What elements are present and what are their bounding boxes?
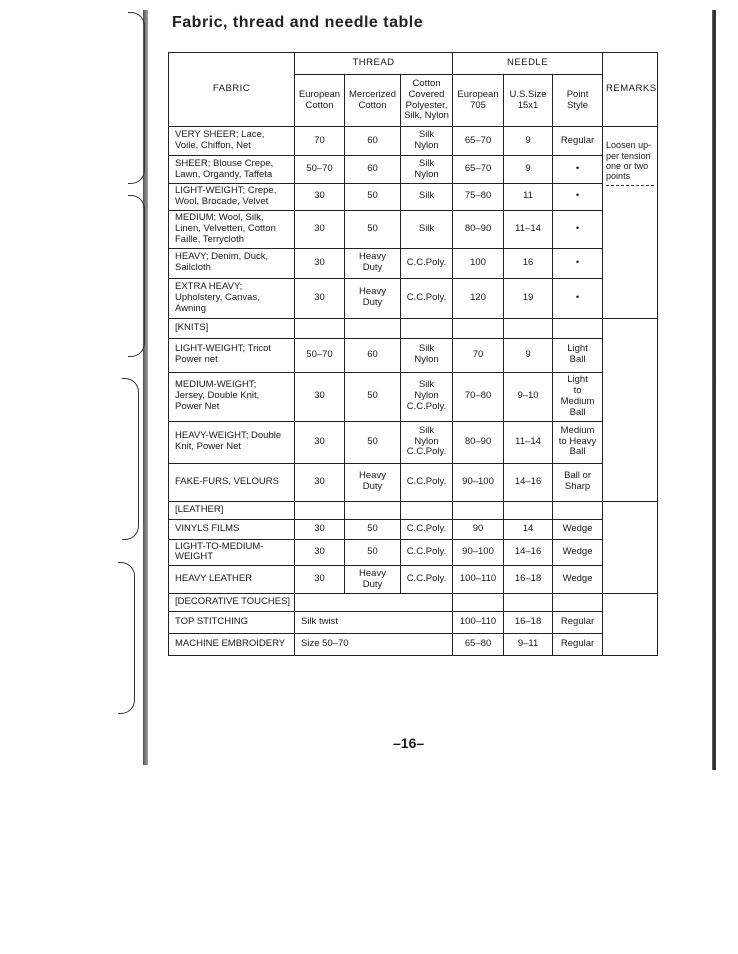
fabric-cell: SHEER; Blouse Crepe, Lawn, Organdy, Taffeta (169, 156, 295, 184)
us-size-cell: 19 (504, 278, 553, 318)
mercerized-cotton-cell: 50 (345, 421, 401, 463)
table-row (169, 278, 658, 318)
european-705-cell: 65–70 (453, 156, 504, 184)
european-cotton-cell: 30 (295, 278, 345, 318)
point-style-cell: Regular (553, 127, 603, 156)
section-row (169, 501, 658, 519)
european-cotton-cell: 30 (295, 463, 345, 501)
us-size-cell: 9 (504, 338, 553, 372)
european-705-cell: 65–70 (453, 127, 504, 156)
point-style-cell: Light to Medium Ball (553, 372, 603, 421)
covered-thread-cell: C.C.Poly. (401, 566, 453, 594)
fabric-cell: VINYLS FILMS (169, 519, 295, 539)
point-style-cell: Wedge (553, 566, 603, 594)
european-cotton-cell: 50–70 (295, 156, 345, 184)
european-705-cell: 90 (453, 519, 504, 539)
european-705-cell: 75–80 (453, 184, 504, 211)
fabric-cell: MACHINE EMBROIDERY (169, 634, 295, 656)
table-row (169, 539, 658, 566)
table-row (169, 463, 658, 501)
covered-thread-cell: Silk Nylon C.C.Poly. (401, 372, 453, 421)
section-label-leather: [LEATHER] (169, 501, 295, 519)
european-705-cell: 70–80 (453, 372, 504, 421)
mercerized-cotton-cell: 50 (345, 184, 401, 211)
fabric-cell: LIGHT-TO-MEDIUM- WEIGHT (169, 539, 295, 566)
table-row (169, 248, 658, 278)
table-row (169, 156, 658, 184)
fabric-cell: EXTRA HEAVY; Upholstery, Canvas, Awning (169, 278, 295, 318)
european-705-cell: 90–100 (453, 463, 504, 501)
point-style-cell: Regular (553, 634, 603, 656)
header-european-cotton: European Cotton (295, 75, 345, 127)
fabric-cell: HEAVY-WEIGHT; Double Knit, Power Net (169, 421, 295, 463)
thread-cell: Silk twist (295, 612, 453, 634)
covered-thread-cell: Silk Nylon (401, 338, 453, 372)
mercerized-cotton-cell: 60 (345, 156, 401, 184)
fabric-cell: LIGHT-WEIGHT; Tricot Power net (169, 338, 295, 372)
mercerized-cotton-cell: 50 (345, 519, 401, 539)
us-size-cell: 14–16 (504, 463, 553, 501)
table-row (169, 127, 658, 156)
point-style-cell: • (553, 248, 603, 278)
european-705-cell: 70 (453, 338, 504, 372)
point-style-cell: • (553, 156, 603, 184)
mercerized-cotton-cell: Heavy Duty (345, 278, 401, 318)
us-size-cell: 16–18 (504, 612, 553, 634)
remarks-cell (603, 127, 658, 319)
point-style-cell: • (553, 210, 603, 248)
point-style-cell: Regular (553, 612, 603, 634)
margin-bracket (128, 12, 145, 184)
us-size-cell: 11 (504, 184, 553, 211)
header-european-705: European 705 (453, 75, 504, 127)
covered-thread-cell: C.C.Poly. (401, 248, 453, 278)
table-row (169, 634, 658, 656)
point-style-cell: Wedge (553, 539, 603, 566)
section-label-knits: [KNITS] (169, 318, 295, 338)
table-row (169, 566, 658, 594)
us-size-cell: 9 (504, 127, 553, 156)
european-705-cell: 90–100 (453, 539, 504, 566)
page-number: –16– (393, 735, 425, 751)
fabric-cell: HEAVY; Denim, Duck, Sailcloth (169, 248, 295, 278)
european-cotton-cell: 30 (295, 372, 345, 421)
european-cotton-cell: 30 (295, 248, 345, 278)
fabric-cell: VERY SHEER; Lace, Voile, Chiffon, Net (169, 127, 295, 156)
header-cotton-covered: Cotton Covered Polyester, Silk, Nylon (401, 75, 453, 127)
covered-thread-cell: Silk (401, 210, 453, 248)
european-cotton-cell: 30 (295, 539, 345, 566)
us-size-cell: 16–18 (504, 566, 553, 594)
fabric-cell: MEDIUM; Wool, Silk, Linen, Velvetten, Cotton Faille, Terrycloth (169, 210, 295, 248)
header-fabric: FABRIC (169, 53, 295, 127)
page-binding-right (712, 10, 716, 770)
point-style-cell: • (553, 278, 603, 318)
section-row (169, 318, 658, 338)
mercerized-cotton-cell: 50 (345, 210, 401, 248)
european-cotton-cell: 30 (295, 519, 345, 539)
header-needle: NEEDLE (453, 53, 603, 75)
fabric-cell: TOP STITCHING (169, 612, 295, 634)
mercerized-cotton-cell: Heavy Duty (345, 248, 401, 278)
covered-thread-cell: C.C.Poly. (401, 539, 453, 566)
point-style-cell: Ball or Sharp (553, 463, 603, 501)
point-style-cell: Medium to Heavy Ball (553, 421, 603, 463)
table-row (169, 612, 658, 634)
header-mercerized-cotton: Mercerized Cotton (345, 75, 401, 127)
table-row (169, 184, 658, 211)
european-705-cell: 80–90 (453, 210, 504, 248)
thread-cell: Size 50–70 (295, 634, 453, 656)
fabric-cell: MEDIUM-WEIGHT; Jersey, Double Knit, Power Net (169, 372, 295, 421)
european-705-cell: 100 (453, 248, 504, 278)
table-row (169, 210, 658, 248)
european-cotton-cell: 50–70 (295, 338, 345, 372)
header-thread: THREAD (295, 53, 453, 75)
covered-thread-cell: Silk Nylon (401, 127, 453, 156)
european-cotton-cell: 30 (295, 566, 345, 594)
european-cotton-cell: 30 (295, 184, 345, 211)
margin-bracket (128, 195, 145, 357)
point-style-cell: Light Ball (553, 338, 603, 372)
header-point-style: Point Style (553, 75, 603, 127)
section-label-decorative: [DECORATIVE TOUCHES] (169, 594, 295, 612)
table-row (169, 421, 658, 463)
covered-thread-cell: C.C.Poly. (401, 463, 453, 501)
european-705-cell: 65–80 (453, 634, 504, 656)
margin-bracket (118, 562, 135, 714)
us-size-cell: 9–11 (504, 634, 553, 656)
mercerized-cotton-cell: 50 (345, 539, 401, 566)
covered-thread-cell: Silk Nylon C.C.Poly. (401, 421, 453, 463)
fabric-cell: HEAVY LEATHER (169, 566, 295, 594)
fabric-thread-needle-table (168, 52, 658, 656)
european-cotton-cell: 30 (295, 210, 345, 248)
european-705-cell: 80–90 (453, 421, 504, 463)
point-style-cell: • (553, 184, 603, 211)
header-us-size: U.S.Size 15x1 (504, 75, 553, 127)
european-cotton-cell: 30 (295, 421, 345, 463)
us-size-cell: 14 (504, 519, 553, 539)
european-cotton-cell: 70 (295, 127, 345, 156)
mercerized-cotton-cell: Heavy Duty (345, 463, 401, 501)
us-size-cell: 11–14 (504, 421, 553, 463)
covered-thread-cell: Silk (401, 184, 453, 211)
european-705-cell: 120 (453, 278, 504, 318)
table-row (169, 519, 658, 539)
fabric-cell: LIGHT-WEIGHT; Crepe, Wool, Brocade, Velvet (169, 184, 295, 211)
remarks-text: Loosen up- per tension one or two points (606, 140, 654, 185)
table-row (169, 372, 658, 421)
mercerized-cotton-cell: Heavy Duty (345, 566, 401, 594)
point-style-cell: Wedge (553, 519, 603, 539)
us-size-cell: 9–10 (504, 372, 553, 421)
section-row (169, 594, 658, 612)
us-size-cell: 9 (504, 156, 553, 184)
mercerized-cotton-cell: 60 (345, 127, 401, 156)
fabric-cell: FAKE-FURS, VELOURS (169, 463, 295, 501)
us-size-cell: 11–14 (504, 210, 553, 248)
european-705-cell: 100–110 (453, 566, 504, 594)
header-remarks: REMARKS (603, 53, 658, 127)
table-row (169, 338, 658, 372)
covered-thread-cell: Silk Nylon (401, 156, 453, 184)
mercerized-cotton-cell: 60 (345, 338, 401, 372)
covered-thread-cell: C.C.Poly. (401, 519, 453, 539)
margin-bracket (122, 378, 139, 540)
page-title: Fabric, thread and needle table (172, 14, 424, 31)
mercerized-cotton-cell: 50 (345, 372, 401, 421)
european-705-cell: 100–110 (453, 612, 504, 634)
us-size-cell: 14–16 (504, 539, 553, 566)
covered-thread-cell: C.C.Poly. (401, 278, 453, 318)
us-size-cell: 16 (504, 248, 553, 278)
